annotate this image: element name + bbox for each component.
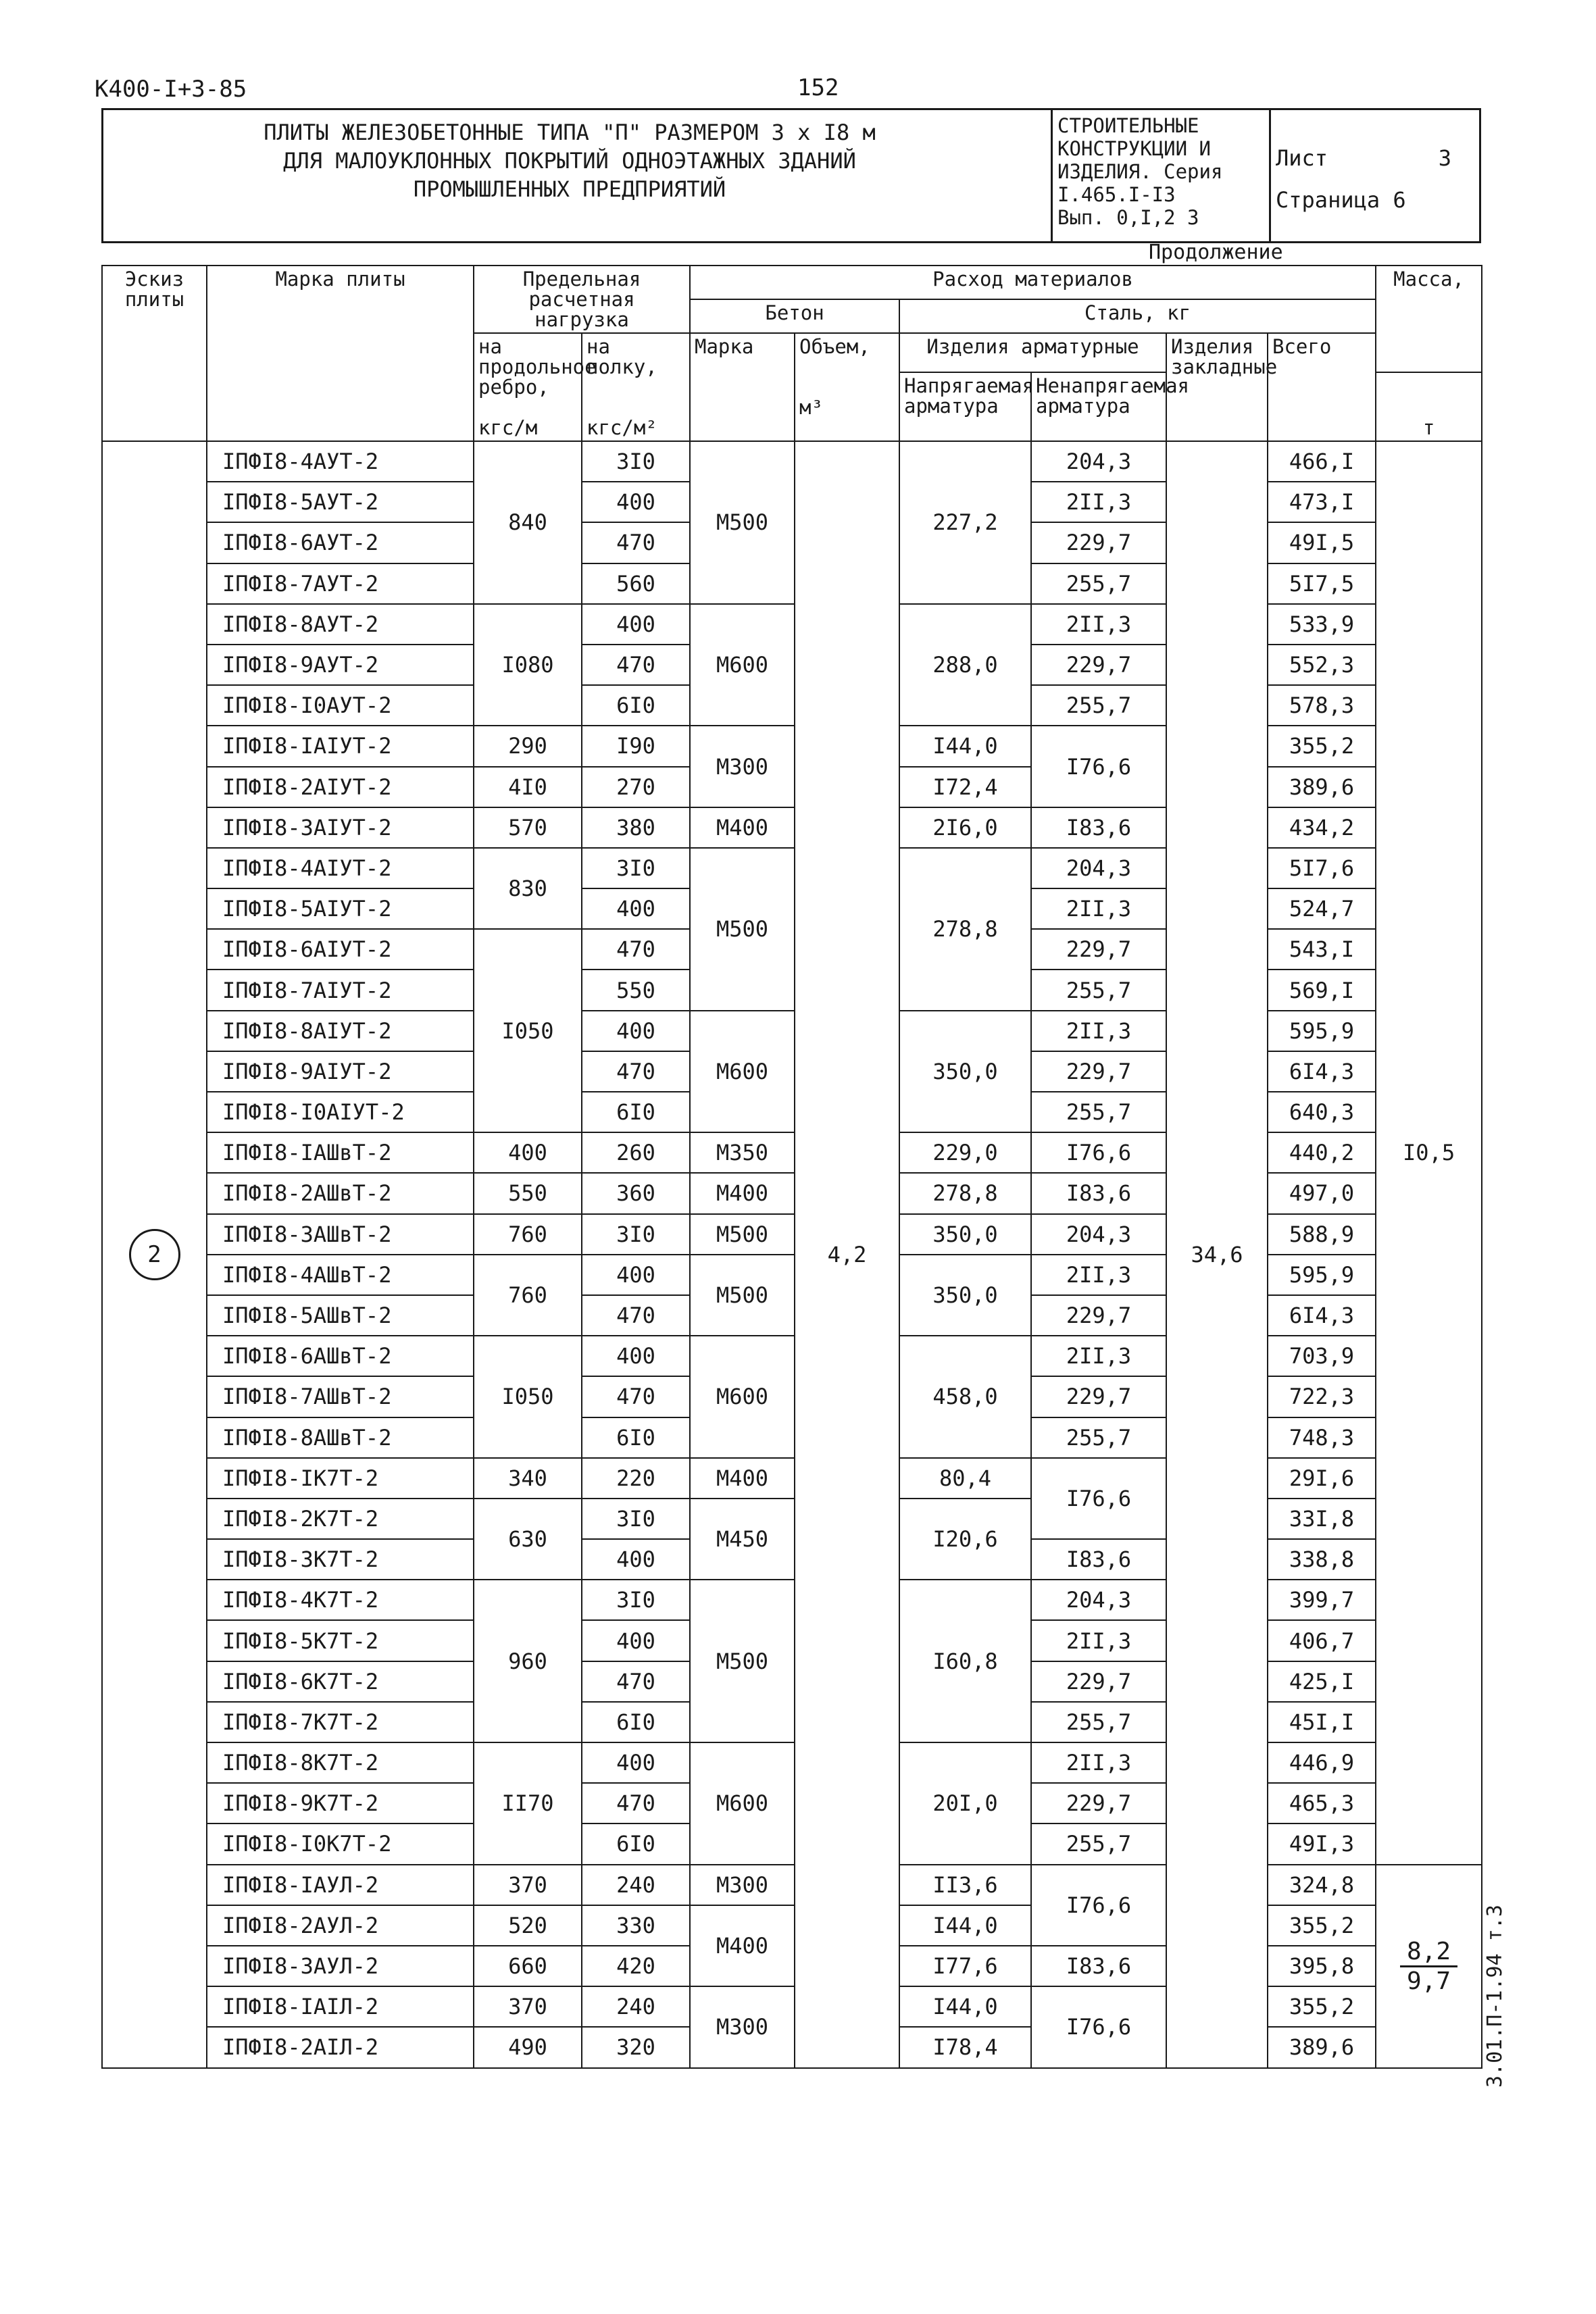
load-rib-label: на продольное ребро, — [478, 335, 597, 399]
header-divider — [1269, 110, 1271, 241]
prestressed-value: 229,0 — [899, 1132, 1031, 1173]
plate-mark: IПФI8-2АШвТ-2 — [207, 1173, 474, 1213]
plate-mark: IПФI8-2К7Т-2 — [207, 1499, 474, 1539]
total-steel-value: 389,6 — [1268, 767, 1376, 807]
table-row — [102, 1011, 1482, 1051]
concrete-volume-value: 4,2 — [795, 441, 899, 2068]
load-shelf-value: 3I0 — [582, 441, 690, 482]
load-rib-value: 4I0 — [474, 767, 582, 807]
concrete-mark-value: М350 — [690, 1132, 795, 1173]
load-shelf-value: 240 — [582, 1986, 690, 2027]
volume-unit: м³ — [799, 396, 823, 419]
table-row — [102, 807, 1482, 848]
load-shelf-value: 470 — [582, 645, 690, 685]
plate-mark: IПФI8-3К7Т-2 — [207, 1539, 474, 1580]
plate-mark: IПФI8-IАУЛ-2 — [207, 1865, 474, 1905]
sheet-label: Лист — [1276, 145, 1328, 171]
nonprestressed-value: 255,7 — [1031, 563, 1166, 604]
total-steel-value: 588,9 — [1268, 1214, 1376, 1255]
prestressed-value: 80,4 — [899, 1458, 1031, 1499]
table-row — [102, 1255, 1482, 1295]
table-row — [102, 1986, 1482, 2027]
concrete-mark-value: М400 — [690, 1458, 795, 1499]
load-shelf-value: 3I0 — [582, 1214, 690, 1255]
plate-mark: IПФI8-9АIУТ-2 — [207, 1051, 474, 1092]
total-steel-value: 49I,5 — [1268, 522, 1376, 563]
total-steel-value: 543,I — [1268, 929, 1376, 970]
nonprestressed-value: 204,3 — [1031, 848, 1166, 888]
plate-mark: IПФI8-4АIУТ-2 — [207, 848, 474, 888]
load-shelf-value: 470 — [582, 1661, 690, 1702]
sketch-cell — [102, 441, 207, 2068]
load-shelf-value: 260 — [582, 1132, 690, 1173]
nonprestressed-value: 229,7 — [1031, 1051, 1166, 1092]
total-steel-value: 595,9 — [1268, 1255, 1376, 1295]
prestressed-value: I77,6 — [899, 1946, 1031, 1986]
concrete-mark-value: М500 — [690, 848, 795, 1011]
load-rib-value: 340 — [474, 1458, 582, 1499]
series-info — [1057, 114, 1267, 229]
plate-mark: IПФI8-8АIУТ-2 — [207, 1011, 474, 1051]
load-shelf-value: 400 — [582, 1255, 690, 1295]
load-rib-value: 960 — [474, 1580, 582, 1742]
load-shelf-value: 6I0 — [582, 1702, 690, 1742]
title-line: ДЛЯ МАЛОУКЛОННЫХ ПОКРЫТИЙ ОДНОЭТАЖНЫХ ЗДАНИЙ — [283, 148, 856, 174]
prestressed-value: 350,0 — [899, 1011, 1031, 1133]
table-row — [102, 848, 1482, 888]
prestressed-value: 20I,0 — [899, 1742, 1031, 1865]
plate-mark: IПФI8-2АУЛ-2 — [207, 1905, 474, 1946]
load-shelf-value: 330 — [582, 1905, 690, 1946]
plate-mark: IПФI8-8К7Т-2 — [207, 1742, 474, 1783]
prestressed-value: II3,6 — [899, 1865, 1031, 1905]
col-concrete: Бетон — [690, 299, 899, 333]
prestressed-value: I44,0 — [899, 1905, 1031, 1946]
load-shelf-value: 470 — [582, 522, 690, 563]
load-shelf-value: 400 — [582, 604, 690, 645]
load-shelf-value: 220 — [582, 1458, 690, 1499]
load-shelf-value: 400 — [582, 1620, 690, 1661]
load-rib-value: 370 — [474, 1865, 582, 1905]
plate-mark: IПФI8-IАШвТ-2 — [207, 1132, 474, 1173]
load-shelf-value: 400 — [582, 1336, 690, 1376]
table-row — [102, 1173, 1482, 1213]
total-steel-value: 722,3 — [1268, 1376, 1376, 1417]
total-steel-value: 49I,3 — [1268, 1823, 1376, 1864]
load-rib-value: I050 — [474, 929, 582, 1132]
col-rebar-products: Изделия арматурные — [899, 333, 1166, 372]
nonprestressed-value: 2II,3 — [1031, 1336, 1166, 1376]
col-concrete-volume — [795, 333, 899, 441]
load-shelf-value: 6I0 — [582, 685, 690, 726]
nonprestressed-value: 2II,3 — [1031, 1011, 1166, 1051]
concrete-mark-value: М600 — [690, 604, 795, 726]
prestressed-value: I44,0 — [899, 1986, 1031, 2027]
load-shelf-value: 550 — [582, 970, 690, 1010]
total-steel-value: 395,8 — [1268, 1946, 1376, 1986]
plate-mark: IПФI8-9АУТ-2 — [207, 645, 474, 685]
total-steel-value: 399,7 — [1268, 1580, 1376, 1620]
col-embedded: Изделия закладные — [1166, 333, 1268, 441]
col-mark: Марка плиты — [207, 266, 474, 441]
concrete-mark-value: М600 — [690, 1336, 795, 1458]
nonprestressed-value: 229,7 — [1031, 1295, 1166, 1336]
nonprestressed-value: I83,6 — [1031, 1539, 1166, 1580]
load-shelf-value: I90 — [582, 726, 690, 766]
nonprestressed-value: 255,7 — [1031, 1702, 1166, 1742]
table-row — [102, 1580, 1482, 1620]
load-shelf-value: 320 — [582, 2027, 690, 2067]
nonprestressed-value: 2II,3 — [1031, 1742, 1166, 1783]
total-steel-value: 524,7 — [1268, 888, 1376, 929]
plate-mark: IПФI8-2АIЛ-2 — [207, 2027, 474, 2067]
continuation-label: Продолжение — [1149, 241, 1283, 264]
total-steel-value: 5I7,5 — [1268, 563, 1376, 604]
page-number: 152 — [797, 74, 839, 101]
document-code: К400-I+3-85 — [95, 76, 247, 103]
load-shelf-value: 3I0 — [582, 1499, 690, 1539]
load-shelf-value: 270 — [582, 767, 690, 807]
series-line: ИЗДЕЛИЯ. Серия — [1057, 160, 1223, 183]
mass-value: I0,5 — [1376, 441, 1482, 1865]
plate-mark: IПФI8-7К7Т-2 — [207, 1702, 474, 1742]
nonprestressed-value: I76,6 — [1031, 1865, 1166, 1946]
load-rib-value: I080 — [474, 604, 582, 726]
load-rib-value: 760 — [474, 1214, 582, 1255]
plate-mark: IПФI8-IАIУТ-2 — [207, 726, 474, 766]
plate-mark: IПФI8-8АШвТ-2 — [207, 1417, 474, 1458]
concrete-mark-value: М300 — [690, 1865, 795, 1905]
total-steel-value: 473,I — [1268, 482, 1376, 522]
total-steel-value: 425,I — [1268, 1661, 1376, 1702]
total-steel-value: 6I4,3 — [1268, 1051, 1376, 1092]
nonprestressed-value: 229,7 — [1031, 929, 1166, 970]
total-steel-value: 355,2 — [1268, 1986, 1376, 2027]
col-load-shelf — [582, 333, 690, 441]
total-steel-value: 355,2 — [1268, 1905, 1376, 1946]
load-rib-value: 400 — [474, 1132, 582, 1173]
embedded-value: 34,6 — [1166, 441, 1268, 2068]
concrete-mark-value: М500 — [690, 441, 795, 604]
load-shelf-value: 470 — [582, 1295, 690, 1336]
mass-fraction-bottom: 9,7 — [1407, 1967, 1451, 1995]
prestressed-value: I44,0 — [899, 726, 1031, 766]
plate-mark: IПФI8-I0К7Т-2 — [207, 1823, 474, 1864]
title-line: ПЛИТЫ ЖЕЛЕЗОБЕТОННЫЕ ТИПА "П" РАЗМЕРОМ 3 х I8 м — [264, 120, 876, 145]
table-row — [102, 1132, 1482, 1173]
plate-mark: IПФI8-I0АУТ-2 — [207, 685, 474, 726]
total-steel-value: 703,9 — [1268, 1336, 1376, 1376]
nonprestressed-value: I83,6 — [1031, 1946, 1166, 1986]
prestressed-value: I60,8 — [899, 1580, 1031, 1742]
col-load-rib — [474, 333, 597, 441]
col-mass-unit: т — [1376, 372, 1482, 441]
concrete-mark-value: М400 — [690, 1173, 795, 1213]
plate-mark: IПФI8-4К7Т-2 — [207, 1580, 474, 1620]
concrete-mark-value: М450 — [690, 1499, 795, 1580]
load-shelf-value: 6I0 — [582, 1417, 690, 1458]
table-header — [102, 266, 1482, 441]
nonprestressed-value: 229,7 — [1031, 522, 1166, 563]
nonprestressed-value: 229,7 — [1031, 1376, 1166, 1417]
concrete-mark-value: М300 — [690, 726, 795, 807]
plate-mark: IПФI8-IК7Т-2 — [207, 1458, 474, 1499]
series-line: I.465.I-I3 — [1057, 183, 1176, 206]
load-shelf-unit: кгс/м² — [587, 416, 657, 439]
load-shelf-value: 400 — [582, 1742, 690, 1783]
nonprestressed-value: I76,6 — [1031, 1458, 1166, 1539]
col-materials: Расход материалов — [690, 266, 1376, 299]
title-line: ПРОМЫШЛЕННЫХ ПРЕДПРИЯТИЙ — [413, 176, 726, 202]
nonprestressed-value: 229,7 — [1031, 1783, 1166, 1823]
prestressed-value: 288,0 — [899, 604, 1031, 726]
load-shelf-value: 360 — [582, 1173, 690, 1213]
series-line: КОНСТРУКЦИИ И — [1057, 137, 1211, 160]
total-steel-value: 533,9 — [1268, 604, 1376, 645]
total-steel-value: 578,3 — [1268, 685, 1376, 726]
load-rib-value: I050 — [474, 1336, 582, 1458]
concrete-mark-value: М500 — [690, 1255, 795, 1336]
page-label: Страница — [1276, 187, 1380, 213]
load-rib-value: 630 — [474, 1499, 582, 1580]
mass-fraction-top: 8,2 — [1400, 1938, 1457, 1967]
table-row — [102, 1865, 1482, 1905]
concrete-mark-value: М500 — [690, 1580, 795, 1742]
load-shelf-value: 400 — [582, 482, 690, 522]
table-row — [102, 1499, 1482, 1539]
total-steel-value: 552,3 — [1268, 645, 1376, 685]
nonprestressed-value: 204,3 — [1031, 441, 1166, 482]
load-rib-unit: кгс/м — [478, 416, 538, 439]
total-steel-value: 440,2 — [1268, 1132, 1376, 1173]
nonprestressed-value: 204,3 — [1031, 1580, 1166, 1620]
concrete-mark-value: М400 — [690, 1905, 795, 1986]
plates-table — [101, 265, 1482, 2069]
plate-mark: IПФI8-I0АIУТ-2 — [207, 1092, 474, 1132]
table-row — [102, 726, 1482, 766]
col-sketch: Эскиз плиты — [102, 266, 207, 441]
table-row — [102, 1905, 1482, 1946]
nonprestressed-value: 2II,3 — [1031, 1620, 1166, 1661]
plate-mark: IПФI8-8АУТ-2 — [207, 604, 474, 645]
nonprestressed-value: 2II,3 — [1031, 482, 1166, 522]
plate-mark: IПФI8-7АУТ-2 — [207, 563, 474, 604]
total-steel-value: 434,2 — [1268, 807, 1376, 848]
nonprestressed-value: I76,6 — [1031, 1132, 1166, 1173]
load-rib-value: 840 — [474, 441, 582, 604]
concrete-mark-value: М400 — [690, 807, 795, 848]
nonprestressed-value: 255,7 — [1031, 1092, 1166, 1132]
nonprestressed-value: I83,6 — [1031, 1173, 1166, 1213]
prestressed-value: 350,0 — [899, 1255, 1031, 1336]
prestressed-value: 350,0 — [899, 1214, 1031, 1255]
table-row — [102, 1458, 1482, 1499]
plate-mark: IПФI8-5АШвТ-2 — [207, 1295, 474, 1336]
total-steel-value: 748,3 — [1268, 1417, 1376, 1458]
load-shelf-value: 3I0 — [582, 848, 690, 888]
load-rib-value: 370 — [474, 1986, 582, 2027]
total-steel-value: 595,9 — [1268, 1011, 1376, 1051]
load-shelf-value: 240 — [582, 1865, 690, 1905]
load-shelf-value: 420 — [582, 1946, 690, 1986]
plate-mark: IПФI8-2АIУТ-2 — [207, 767, 474, 807]
nonprestressed-value: I83,6 — [1031, 807, 1166, 848]
total-steel-value: 389,6 — [1268, 2027, 1376, 2067]
load-shelf-value: 560 — [582, 563, 690, 604]
load-shelf-value: 380 — [582, 807, 690, 848]
nonprestressed-value: 255,7 — [1031, 1417, 1166, 1458]
total-steel-value: 406,7 — [1268, 1620, 1376, 1661]
plate-mark: IПФI8-7АIУТ-2 — [207, 970, 474, 1010]
header-box — [101, 108, 1481, 243]
plate-mark: IПФI8-4АУТ-2 — [207, 441, 474, 482]
plate-mark: IПФI8-3АIУТ-2 — [207, 807, 474, 848]
plate-mark: IПФI8-9К7Т-2 — [207, 1783, 474, 1823]
sheet-info — [1276, 137, 1478, 221]
prestressed-value: 227,2 — [899, 441, 1031, 604]
concrete-mark-value: М600 — [690, 1011, 795, 1133]
load-shelf-value: 470 — [582, 1783, 690, 1823]
load-shelf-value: 470 — [582, 1051, 690, 1092]
prestressed-value: 278,8 — [899, 848, 1031, 1011]
col-total: Всего — [1268, 333, 1376, 441]
load-rib-value: 550 — [474, 1173, 582, 1213]
total-steel-value: 497,0 — [1268, 1173, 1376, 1213]
concrete-mark-value: М600 — [690, 1742, 795, 1865]
load-rib-value: 520 — [474, 1905, 582, 1946]
table-body — [102, 441, 1482, 2068]
load-shelf-value: 400 — [582, 1539, 690, 1580]
prestressed-value: 2I6,0 — [899, 807, 1031, 848]
col-mass: Масса, — [1376, 266, 1482, 372]
plate-mark: IПФI8-5АIУТ-2 — [207, 888, 474, 929]
load-rib-value: 760 — [474, 1255, 582, 1336]
plate-mark: IПФI8-5АУТ-2 — [207, 482, 474, 522]
load-shelf-value: 470 — [582, 929, 690, 970]
plate-mark: IПФI8-4АШвТ-2 — [207, 1255, 474, 1295]
prestressed-value: I78,4 — [899, 2027, 1031, 2067]
plate-mark: IПФI8-5К7Т-2 — [207, 1620, 474, 1661]
total-steel-value: 45I,I — [1268, 1702, 1376, 1742]
mass-fraction — [1400, 1938, 1457, 1995]
table-row — [102, 1336, 1482, 1376]
document-title — [103, 118, 1036, 203]
load-shelf-value: 6I0 — [582, 1092, 690, 1132]
total-steel-value: 640,3 — [1268, 1092, 1376, 1132]
total-steel-value: 355,2 — [1268, 726, 1376, 766]
prestressed-value: 458,0 — [899, 1336, 1031, 1458]
load-rib-value: 490 — [474, 2027, 582, 2067]
nonprestressed-value: 229,7 — [1031, 1661, 1166, 1702]
load-shelf-label: на полку, — [587, 335, 657, 378]
load-shelf-value: 6I0 — [582, 1823, 690, 1864]
nonprestressed-value: I76,6 — [1031, 726, 1166, 807]
load-rib-value: 830 — [474, 848, 582, 929]
plate-mark: IПФI8-IАIЛ-2 — [207, 1986, 474, 2027]
total-steel-value: 465,3 — [1268, 1783, 1376, 1823]
load-shelf-value: 400 — [582, 888, 690, 929]
prestressed-value: 278,8 — [899, 1173, 1031, 1213]
concrete-mark-value: М300 — [690, 1986, 795, 2067]
col-steel: Сталь, кг — [899, 299, 1376, 333]
total-steel-value: 5I7,6 — [1268, 848, 1376, 888]
series-line: СТРОИТЕЛЬНЫЕ — [1057, 114, 1199, 137]
series-line: Вып. 0,I,2 3 — [1057, 206, 1199, 229]
total-steel-value: 6I4,3 — [1268, 1295, 1376, 1336]
load-shelf-value: 470 — [582, 1376, 690, 1417]
table-row — [102, 1742, 1482, 1783]
col-concrete-mark: Марка — [690, 333, 795, 441]
plate-mark: IПФI8-6К7Т-2 — [207, 1661, 474, 1702]
sheet-value: 3 — [1438, 145, 1451, 171]
total-steel-value: 324,8 — [1268, 1865, 1376, 1905]
total-steel-value: 446,9 — [1268, 1742, 1376, 1783]
side-code: 3.01.П-1.94 т.3 — [1483, 1905, 1507, 2088]
nonprestressed-value: I76,6 — [1031, 1986, 1166, 2067]
col-prestressed: Напрягаемая арматура — [899, 372, 1031, 441]
nonprestressed-value: 255,7 — [1031, 1823, 1166, 1864]
col-load-group: Предельная расчетная нагрузка — [474, 266, 690, 333]
table-row — [102, 604, 1482, 645]
plate-mark: IПФI8-3АУЛ-2 — [207, 1946, 474, 1986]
nonprestressed-value: 255,7 — [1031, 970, 1166, 1010]
load-shelf-value: 3I0 — [582, 1580, 690, 1620]
load-rib-value: 290 — [474, 726, 582, 766]
load-rib-value: 570 — [474, 807, 582, 848]
plate-mark: IПФI8-6АУТ-2 — [207, 522, 474, 563]
nonprestressed-value: 2II,3 — [1031, 1255, 1166, 1295]
total-steel-value: 338,8 — [1268, 1539, 1376, 1580]
load-rib-value: II70 — [474, 1742, 582, 1865]
load-rib-value: 660 — [474, 1946, 582, 1986]
table-row — [102, 441, 1482, 482]
concrete-mark-value: М500 — [690, 1214, 795, 1255]
load-shelf-value: 400 — [582, 1011, 690, 1051]
nonprestressed-value: 204,3 — [1031, 1214, 1166, 1255]
total-steel-value: 29I,6 — [1268, 1458, 1376, 1499]
plate-mark: IПФI8-3АШвТ-2 — [207, 1214, 474, 1255]
nonprestressed-value: 229,7 — [1031, 645, 1166, 685]
col-nonprestressed: Ненапрягаемая арматура — [1031, 372, 1166, 441]
plate-mark: IПФI8-6АIУТ-2 — [207, 929, 474, 970]
nonprestressed-value: 2II,3 — [1031, 604, 1166, 645]
header-divider — [1051, 110, 1053, 241]
plate-mark: IПФI8-7АШвТ-2 — [207, 1376, 474, 1417]
table-row — [102, 1214, 1482, 1255]
page-value: 6 — [1393, 187, 1406, 213]
sketch-label: 2 — [129, 1229, 180, 1280]
plate-mark: IПФI8-6АШвТ-2 — [207, 1336, 474, 1376]
nonprestressed-value: 255,7 — [1031, 685, 1166, 726]
volume-label: Объем, — [799, 335, 870, 358]
mass-fraction-cell — [1376, 1865, 1482, 2068]
prestressed-value: I20,6 — [899, 1499, 1031, 1580]
total-steel-value: 466,I — [1268, 441, 1376, 482]
nonprestressed-value: 2II,3 — [1031, 888, 1166, 929]
total-steel-value: 33I,8 — [1268, 1499, 1376, 1539]
prestressed-value: I72,4 — [899, 767, 1031, 807]
total-steel-value: 569,I — [1268, 970, 1376, 1010]
